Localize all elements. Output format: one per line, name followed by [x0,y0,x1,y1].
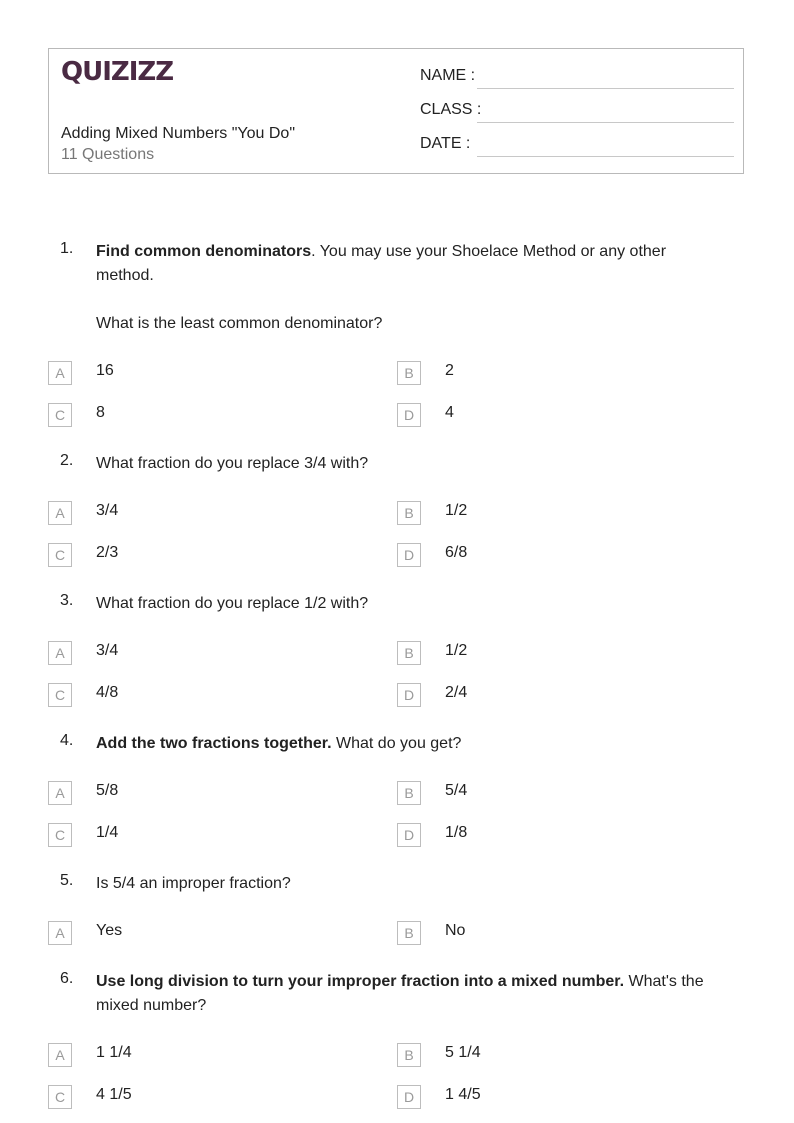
option-letter: B [397,641,421,665]
option-letter: D [397,1085,421,1109]
question-text-rest: What fraction do you replace 3/4 with? [96,455,369,472]
option-text: 16 [96,362,114,379]
option-letter: C [48,823,72,847]
quizizz-logo: QUIZIZZ [61,57,174,87]
option-text: 1 4/5 [445,1086,481,1103]
question-number: 2. [60,452,74,469]
option-text: 1 1/4 [96,1044,132,1061]
question-text [96,240,716,288]
option-letter: A [48,1043,72,1067]
option-text: 3/4 [96,642,119,659]
option-text: 4 [445,404,454,421]
option-text: 6/8 [445,544,468,561]
question-number: 6. [60,970,74,987]
class-label: CLASS : [420,101,482,118]
option-letter: B [397,1043,421,1067]
question-text [96,872,716,896]
option-text: 2 [445,362,454,379]
question-number: 1. [60,240,74,257]
option-letter: B [397,781,421,805]
option-letter: A [48,781,72,805]
option-text: 2/4 [445,684,468,701]
option-text: 1/4 [96,824,119,841]
question-text [96,970,716,1018]
worksheet-title: Adding Mixed Numbers "You Do" [61,125,295,142]
date-field[interactable] [420,135,734,159]
option-letter: A [48,361,72,385]
class-field[interactable] [420,101,734,125]
question-number: 5. [60,872,74,889]
option-letter: A [48,501,72,525]
option-text: 4 1/5 [96,1086,132,1103]
option-letter: A [48,921,72,945]
question-text-rest: What fraction do you replace 1/2 with? [96,595,369,612]
option-letter: D [397,823,421,847]
option-text: 2/3 [96,544,119,561]
question-text-rest: What's the mixed number? [96,973,704,1014]
question-subtext: What is the least common denominator? [96,315,383,332]
date-label: DATE : [420,135,471,152]
option-letter: B [397,921,421,945]
option-letter: C [48,683,72,707]
question-text [96,452,716,476]
option-letter: D [397,403,421,427]
option-text: 4/8 [96,684,119,701]
option-letter: B [397,361,421,385]
date-line[interactable] [477,156,734,157]
option-text: 3/4 [96,502,119,519]
question-text [96,592,716,616]
option-letter: C [48,403,72,427]
question-text-rest: What do you get? [331,735,462,752]
option-text: 5/4 [445,782,468,799]
name-field[interactable] [420,67,734,91]
question-text-bold: Add the two fractions together. [96,735,332,752]
option-text: No [445,922,466,939]
question-count: 11 Questions [61,146,155,163]
option-letter: C [48,1085,72,1109]
question-text-bold: Find common denominators [96,243,312,260]
option-text: 5/8 [96,782,119,799]
option-text: Yes [96,922,123,939]
option-text: 1/8 [445,824,468,841]
option-letter: A [48,641,72,665]
question-number: 4. [60,732,74,749]
question-text-bold: Use long division to turn your improper fraction into a mixed number. [96,973,625,990]
worksheet-header [48,48,744,174]
option-text: 5 1/4 [445,1044,481,1061]
option-text: 1/2 [445,502,468,519]
question-text-rest: . You may use your Shoelace Method or any other method. [96,243,667,284]
name-line[interactable] [477,88,734,89]
question-text-rest: Is 5/4 an improper fraction? [96,875,291,892]
option-letter: B [397,501,421,525]
option-letter: D [397,683,421,707]
option-letter: D [397,543,421,567]
name-label: NAME : [420,67,476,84]
question-text [96,732,716,756]
option-text: 1/2 [445,642,468,659]
option-letter: C [48,543,72,567]
class-line[interactable] [477,122,734,123]
question-number: 3. [60,592,74,609]
option-text: 8 [96,404,105,421]
